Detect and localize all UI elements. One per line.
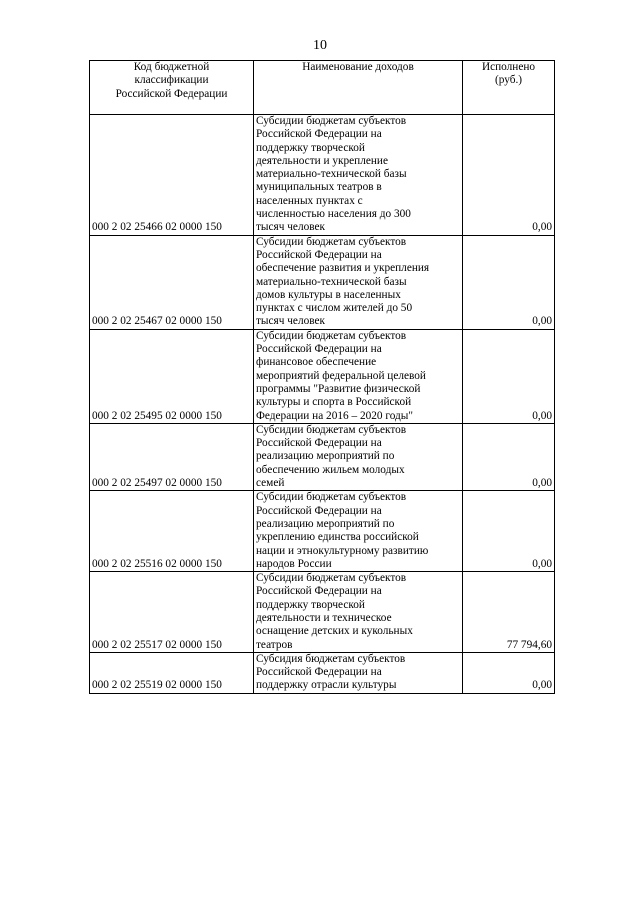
revenue-name-cell: Субсидии бюджетам субъектов Российской Федерации на финансовое обеспечение мероприятий федеральной целевой программы "Развитие физической культуры и спорта в Российской Федерации на 2016 – 2020 годы"	[254, 329, 463, 423]
table-row	[90, 329, 555, 423]
table-header-row	[90, 61, 555, 115]
amount-cell: 0,00	[463, 235, 555, 329]
revenue-name-cell: Субсидии бюджетам субъектов Российской Федерации на обеспечение развития и укрепления материально-технической базы домов культуры в населенных пунктах с числом жителей до 50 тысяч человек	[254, 235, 463, 329]
revenue-table	[89, 60, 555, 694]
budget-code-cell: 000 2 02 25467 02 0000 150	[90, 235, 254, 329]
revenue-name-cell: Субсидии бюджетам субъектов Российской Федерации на реализацию мероприятий по укреплению единства российской нации и этнокультурному развитию народов России	[254, 491, 463, 572]
table-row	[90, 423, 555, 490]
table-row	[90, 652, 555, 693]
amount-cell: 0,00	[463, 423, 555, 490]
header-code: Код бюджетной классификации Российской Федерации	[90, 61, 254, 115]
budget-code-cell: 000 2 02 25497 02 0000 150	[90, 423, 254, 490]
amount-cell: 0,00	[463, 329, 555, 423]
budget-code-cell: 000 2 02 25517 02 0000 150	[90, 572, 254, 653]
budget-code-cell: 000 2 02 25519 02 0000 150	[90, 652, 254, 693]
header-name: Наименование доходов	[254, 61, 463, 115]
budget-code-cell: 000 2 02 25516 02 0000 150	[90, 491, 254, 572]
revenue-name-cell: Субсидия бюджетам субъектов Российской Федерации на поддержку отрасли культуры	[254, 652, 463, 693]
table-row	[90, 115, 555, 236]
table-row	[90, 235, 555, 329]
revenue-name-cell: Субсидии бюджетам субъектов Российской Федерации на реализацию мероприятий по обеспечению жильем молодых семей	[254, 423, 463, 490]
amount-cell: 0,00	[463, 115, 555, 236]
amount-cell: 77 794,60	[463, 572, 555, 653]
budget-code-cell: 000 2 02 25495 02 0000 150	[90, 329, 254, 423]
header-amount: Исполнено (руб.)	[463, 61, 555, 115]
page-number: 10	[313, 38, 327, 53]
table-row	[90, 491, 555, 572]
revenue-name-cell: Субсидии бюджетам субъектов Российской Федерации на поддержку творческой деятельности и техническое оснащение детских и кукольных театров	[254, 572, 463, 653]
budget-code-cell: 000 2 02 25466 02 0000 150	[90, 115, 254, 236]
revenue-name-cell: Субсидии бюджетам субъектов Российской Федерации на поддержку творческой деятельности и укрепление материально-технической базы муниципальных театров в населенных пунктах с численностью населения до 300 тысяч человек	[254, 115, 463, 236]
amount-cell: 0,00	[463, 652, 555, 693]
amount-cell: 0,00	[463, 491, 555, 572]
table-row	[90, 572, 555, 653]
